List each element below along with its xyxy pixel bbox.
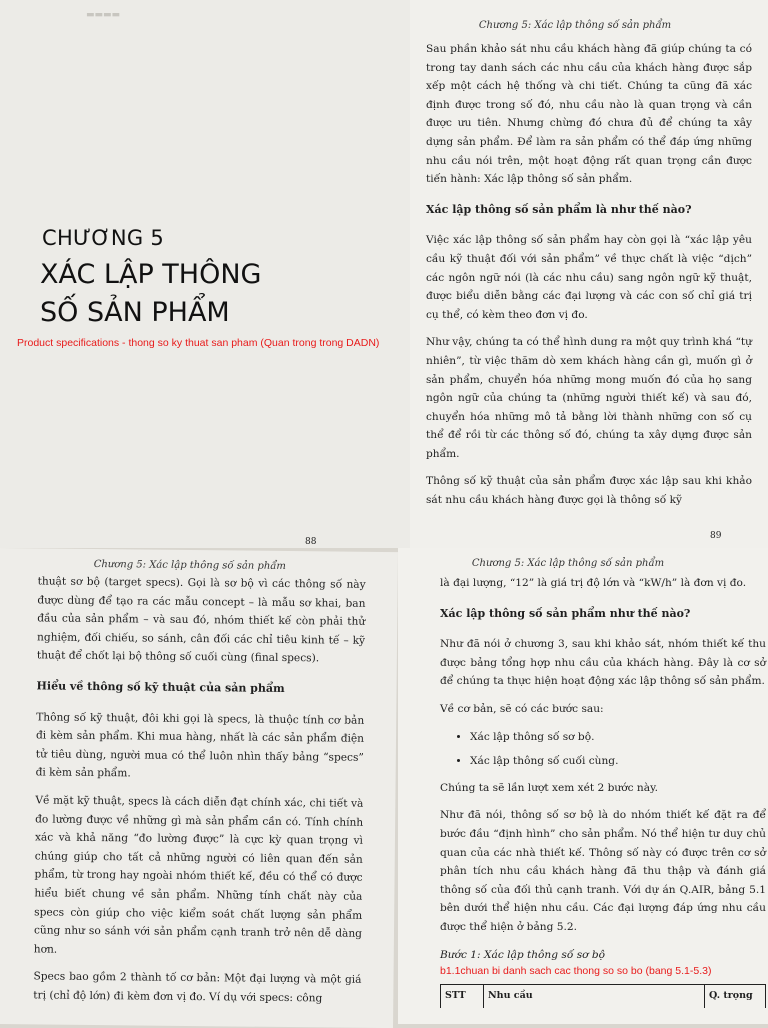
paragraph: Chúng ta sẽ lần lượt xem xét 2 bước này. — [440, 781, 659, 794]
step-label: Bước 1: Xác lập thông số sơ bộ — [440, 948, 606, 961]
table-header-stt: STT — [441, 985, 484, 1008]
paragraph: Việc xác lập thông số sản phẩm hay còn gọi là “xác lập yêu cầu kỹ thuật đối với sản phẩm” về thực chất là việc “dịch” các ngôn ngữ nói (là các nhu cầu) sang ngôn ngữ kỹ thuật, được biểu diễn bằng các đại lượng và các con số chỉ giá trị cụ thể, có kèm theo đơn vị đo. — [426, 234, 752, 321]
chapter-title-line-1: XÁC LẬP THÔNG — [40, 259, 262, 290]
page-body — [426, 40, 752, 519]
paragraph: Sau phần khảo sát nhu cầu khách hàng đã giúp chúng ta có trong tay danh sách các nhu cầu của khách hàng được sắp xếp một cách hệ thống và chi tiết. Chúng ta cũng đã xác định được trong số đó, nhu cầu nào là quan trọng và cần được ưu tiên. Nhưng chừng đó chưa đủ để chúng ta xây dựng sản phẩm. Để làm ra sản phẩm có thể đáp ứng những nhu cầu nói trên, một hoạt động rất quan trọng cần được tiến hành: Xác lập thông số sản phẩm. — [426, 43, 752, 186]
page-91 — [398, 548, 768, 1024]
chapter-number: CHƯƠNG 5 — [42, 226, 165, 250]
section-heading: Hiểu về thông số kỹ thuật của sản phẩm — [36, 679, 285, 695]
list-item: • Xác lập thông số cuối cùng. — [470, 752, 766, 771]
needs-table — [440, 984, 766, 1008]
paragraph: Về mặt kỹ thuật, specs là cách diễn đạt chính xác, chi tiết và đo lường được về những gì mà sản phẩm cần có. Tính chính xác và khả năng “đo lường được” là cực kỳ quan trọng vì chúng giúp cho tất cả những người có liên quan đến sản phẩm, từ trong hay ngoài nhóm thiết kế, đều có thể có được hiểu biết chung về sản phẩm. Những tính chất này của specs còn giúp cho việc kiểm soát chất lượng sản phẩm cũng như so sánh với sản phẩm cạnh tranh trở nên dễ dàng hơn. — [33, 794, 364, 956]
annotation-red: b1.1chuan bi danh sach cac thong so so bo (bang 5.1-5.3) — [440, 965, 712, 978]
running-head: Chương 5: Xác lập thông số sản phẩm — [93, 558, 286, 572]
steps-list — [440, 728, 766, 771]
list-item: • Xác lập thông số sơ bộ. — [470, 728, 766, 747]
page-90 — [0, 548, 398, 1028]
paragraph: Thông số kỹ thuật của sản phẩm được xác lập sau khi khảo sát nhu cầu khách hàng được gọi là thông số kỹ — [426, 475, 752, 507]
chapter-title-line-2: SỐ SẢN PHẨM — [40, 297, 230, 328]
section-heading: Xác lập thông số sản phẩm là như thế nào? — [426, 202, 692, 216]
table-header-need: Nhu cầu — [484, 985, 705, 1008]
paragraph: Specs bao gồm 2 thành tố cơ bản: Một đại lượng và một giá trị (chỉ độ lớn) đi kèm đơn vị đo. Ví dụ với specs: công — [33, 970, 362, 1005]
page-body — [33, 572, 366, 1017]
page-number: 89 — [710, 531, 722, 541]
paragraph: Về cơ bản, sẽ có các bước sau: — [440, 702, 604, 715]
running-head: Chương 5: Xác lập thông số sản phẩm — [471, 558, 665, 569]
chapter-title — [40, 256, 380, 332]
table-header-row — [441, 985, 766, 1008]
paragraph: Thông số kỹ thuật, đôi khi gọi là specs, là thuộc tính cơ bản đi kèm sản phẩm. Khi mua hàng, nhất là các sản phẩm điện tử tiêu dùng, người mua có thể luôn nhìn thấy bảng “specs” đi kèm sản phẩm. — [35, 710, 365, 780]
paragraph: thuật sơ bộ (target specs). Gọi là sơ bộ vì các thông số này được dùng để tạo ra các mẫu concept – là mẫu sơ khai, ban đầu của sản phẩm – và sau đó, nhóm thiết kế còn phải thử nghiệm, đối chiếu, so sánh, cân đối các chỉ tiêu kinh tế – kỹ thuật để chốt lại bộ thông số cuối cùng (final specs). — [36, 575, 366, 665]
running-head: Chương 5: Xác lập thông số sản phẩm — [478, 20, 672, 31]
table-header-importance: Q. trọng — [705, 985, 766, 1008]
page-89 — [410, 0, 768, 548]
page-number: 88 — [305, 537, 317, 547]
paragraph: Như vậy, chúng ta có thể hình dung ra một quy trình khá “tự nhiên”, từ việc thăm dò xem khách hàng cần gì, muốn gì ở sản phẩm, chuyển hóa những mong muốn đó của họ sang ngôn ngữ của chúng ta (những người thiết kế) và sau đó, chuyển hóa những mô tả bằng lời thành những con số cụ thể để rồi từ các thông số đó, chúng ta xây dựng được sản phẩm. — [426, 336, 752, 460]
bleed-through-text: ▬▬▬▬ — [86, 10, 121, 20]
section-heading: Xác lập thông số sản phẩm như thế nào? — [440, 606, 691, 620]
paragraph: Như đã nói, thông số sơ bộ là do nhóm thiết kế đặt ra để bước đầu “định hình” cho sản phẩm. Nó thể hiện tư duy chủ quan của các nhà thiết kế. Thông số này có được trên cơ sở phân tích nhu cầu khách hàng đã thu thập và đánh giá thông số của đối thủ cạnh tranh. Với dự án Q.AIR, bảng 5.1 bên dưới thể hiện nhu cầu. Các đại lượng đáp ứng nhu cầu được thể hiện ở bảng 5.2. — [440, 809, 766, 933]
page-body — [440, 574, 766, 1008]
paragraph: là đại lượng, “12” là giá trị độ lớn và “kW/h” là đơn vị đo. — [440, 577, 747, 589]
annotation-red: Product specifications - thong so ky thuat san pham (Quan trong trong DADN) — [17, 337, 380, 349]
paragraph: Như đã nói ở chương 3, sau khi khảo sát, nhóm thiết kế thu được bảng tổng hợp nhu cầu của khách hàng. Đây là cơ sở để chúng ta thực hiện hoạt động xác lập thông số sản phẩm. — [440, 638, 766, 688]
page-88 — [0, 0, 410, 548]
